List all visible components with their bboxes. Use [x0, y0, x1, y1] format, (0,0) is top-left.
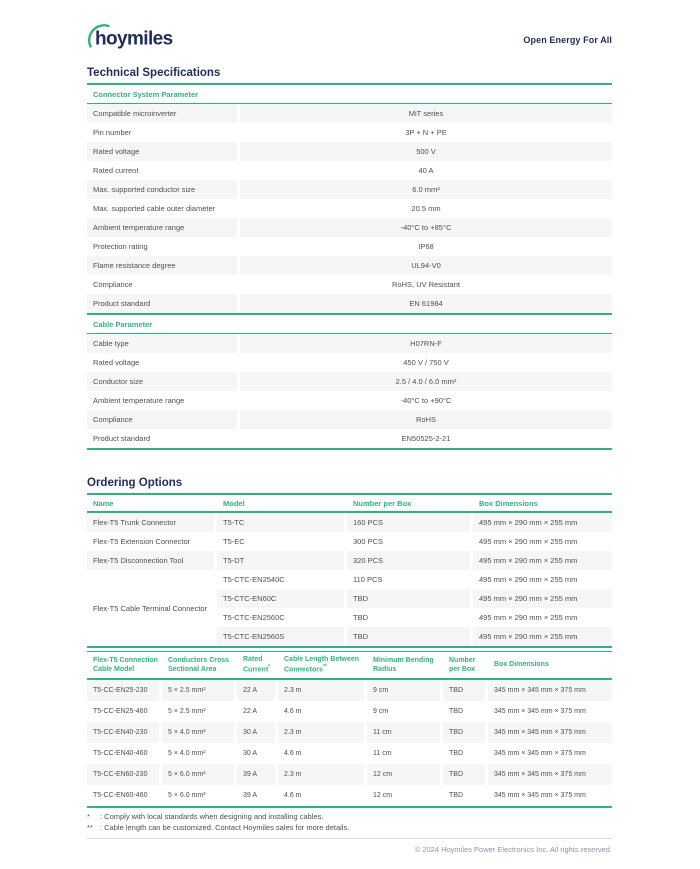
cable-section-title: Cable Parameter	[87, 315, 612, 334]
footnote-text: : Cable length can be customized. Contact Hoymiles sales for more details.	[100, 823, 350, 833]
spec-row	[87, 180, 612, 199]
cell-box: 345 mm × 345 mm × 375 mm	[494, 749, 586, 757]
col-header-qty: Number per Box	[449, 656, 476, 673]
spec-row	[87, 199, 612, 218]
spec-value: 40 A	[418, 166, 434, 175]
cell-box: 495 mm × 290 mm × 255 mm	[473, 589, 612, 608]
spec-label: Max. supported conductor size	[87, 180, 237, 199]
cell-box: 345 mm × 345 mm × 375 mm	[488, 680, 612, 701]
cell-cable-model: T5-CC-EN25-230	[87, 680, 159, 701]
hoymiles-logo-icon	[87, 24, 189, 51]
cell-model: T5-CTC-EN2540C	[223, 575, 285, 584]
cell-current: 30 A	[237, 722, 275, 743]
cell-area: 5 × 4.0 mm²	[162, 722, 234, 743]
spec-value: EN50525-2-21	[401, 434, 451, 443]
spec-value: IP68	[418, 242, 434, 251]
col-header-box: Box Dimensions	[479, 498, 538, 508]
spec-row	[87, 142, 612, 161]
cell-model: T5-CTC-EN2560S	[217, 627, 344, 646]
connector-spec-table	[87, 104, 612, 315]
spec-label: Rated current	[93, 166, 139, 175]
cell-qty: TBD	[347, 627, 470, 646]
cell-length: 4.6 m	[284, 749, 302, 757]
cell-model: T5-DT	[217, 551, 344, 570]
spec-row	[87, 429, 612, 448]
col-header-cable-model: Flex-T5 Connection Cable Model	[93, 656, 158, 673]
cell-current: 22 A	[237, 680, 275, 701]
cell-box: 495 mm × 290 mm × 255 mm	[479, 537, 578, 546]
cell-radius: 9 cm	[367, 680, 440, 701]
cell-length: 2.3 m	[278, 764, 364, 785]
ordering-table-header	[87, 495, 612, 513]
connector-section-title: Connector System Parameter	[87, 85, 612, 104]
footnote-marker: **	[322, 664, 327, 671]
cell-length: 4.6 m	[284, 707, 302, 715]
footnote	[87, 811, 612, 823]
copyright-notice: © 2024 Hoymiles Power Electronics Inc. All rights reserved.	[414, 844, 612, 854]
spec-label: Ambient temperature range	[87, 218, 237, 237]
spec-row	[87, 372, 612, 391]
hoymiles-logo	[87, 24, 189, 56]
table-row	[87, 532, 612, 551]
cell-current: 22 A	[243, 707, 258, 715]
footnote-text: : Comply with local standards when designing and installing cables.	[100, 811, 324, 821]
table-row	[87, 764, 612, 785]
cell-area: 5 × 6.0 mm²	[168, 791, 206, 799]
cell-current: 39 A	[237, 764, 275, 785]
cell-qty: 300 PCS	[353, 537, 384, 546]
cable-spec-table	[87, 334, 612, 450]
spec-label: Compliance	[93, 280, 133, 289]
col-header-box: Box Dimensions	[494, 661, 549, 669]
merged-group-rows	[217, 570, 612, 646]
table-row	[87, 722, 612, 743]
cell-cable-model: T5-CC-EN40-460	[93, 749, 148, 757]
cell-current: 30 A	[243, 749, 258, 757]
brand-tagline: Open Energy For All	[523, 35, 612, 45]
cell-length: 4.6 m	[284, 791, 302, 799]
table-row	[87, 701, 612, 722]
cell-radius: 11 cm	[367, 722, 440, 743]
cell-length: 2.3 m	[278, 680, 364, 701]
cell-box: 345 mm × 345 mm × 375 mm	[488, 764, 612, 785]
cell-box: 345 mm × 345 mm × 375 mm	[488, 722, 612, 743]
spec-label: Product standard	[93, 434, 151, 443]
cell-box: 495 mm × 290 mm × 255 mm	[473, 627, 612, 646]
cell-radius: 12 cm	[373, 791, 393, 799]
cell-model: T5-EC	[223, 537, 245, 546]
cell-qty: 320 PCS	[347, 551, 470, 570]
cell-model: T5-TC	[217, 513, 344, 532]
cell-cable-model: T5-CC-EN25-460	[93, 707, 148, 715]
spec-value: -40°C to +90°C	[400, 396, 452, 405]
cell-area: 5 × 2.5 mm²	[162, 680, 234, 701]
table-row	[87, 680, 612, 701]
table-row	[217, 589, 612, 608]
spec-value: H07RN-F	[240, 334, 612, 353]
cell-name: Flex-T5 Disconnection Tool	[87, 551, 214, 570]
table-row	[217, 570, 612, 589]
spec-value: 20.5 mm	[411, 204, 441, 213]
spec-value: EN 61984	[240, 294, 612, 313]
cell-length: 2.3 m	[278, 722, 364, 743]
cell-qty: 110 PCS	[353, 575, 383, 584]
col-header-area: Conductors Cross Sectional Area	[168, 656, 230, 673]
spec-row	[87, 275, 612, 294]
spec-row	[87, 410, 612, 429]
cell-box: 495 mm × 290 mm × 255 mm	[473, 513, 612, 532]
tech-specs-title: Technical Specifications	[87, 67, 612, 85]
spec-label: Product standard	[87, 294, 237, 313]
spec-value: 2.5 / 4.0 / 6.0 mm²	[240, 372, 612, 391]
cell-current: 39 A	[243, 791, 258, 799]
cell-area: 5 × 2.5 mm²	[168, 707, 206, 715]
col-header-current: Rated Current*	[243, 656, 271, 674]
cables-table-header	[87, 652, 612, 680]
spec-row	[87, 353, 612, 372]
spec-label: Conductor size	[87, 372, 237, 391]
spec-value: RoHS, UV Resistant	[392, 280, 460, 289]
cell-area: 5 × 6.0 mm²	[162, 764, 234, 785]
spec-label: Rated voltage	[87, 142, 237, 161]
spec-value: 500 V	[240, 142, 612, 161]
page-header	[87, 26, 612, 54]
cell-qty: TBD	[443, 764, 485, 785]
spec-row	[87, 123, 612, 142]
spec-value: 6.0 mm²	[240, 180, 612, 199]
table-row	[217, 608, 612, 627]
table-row	[87, 785, 612, 806]
cell-box: 495 mm × 290 mm × 255 mm	[479, 613, 578, 622]
cell-model: T5-CTC-EN2560C	[223, 613, 285, 622]
col-header-radius: Minimum Bending Radius	[373, 656, 434, 673]
table-row	[87, 551, 612, 570]
spec-label: Compatible microinverter	[87, 104, 237, 123]
cell-qty: TBD	[449, 707, 463, 715]
ordering-components-table	[87, 495, 612, 648]
spec-row	[87, 237, 612, 256]
col-header-name: Name	[93, 498, 114, 508]
spec-value: UL94-V0	[240, 256, 612, 275]
cell-qty: TBD	[449, 749, 463, 757]
spec-row	[87, 256, 612, 275]
cell-box: 495 mm × 290 mm × 255 mm	[473, 551, 612, 570]
merged-row-group	[87, 570, 612, 646]
cables-rows	[87, 680, 612, 806]
footnote-mark: *	[87, 811, 90, 821]
cell-qty: TBD	[353, 613, 368, 622]
cell-qty: TBD	[347, 589, 470, 608]
spec-label: Pin number	[93, 128, 132, 137]
spec-label: Compliance	[87, 410, 237, 429]
footnote-mark: **	[87, 823, 93, 833]
cell-qty: TBD	[449, 791, 463, 799]
ordering-cables-table	[87, 651, 612, 808]
table-row	[87, 513, 612, 532]
cell-radius: 9 cm	[373, 707, 389, 715]
cell-name: Flex-T5 Extension Connector	[93, 537, 191, 546]
cell-cable-model: T5-CC-EN60-230	[87, 764, 159, 785]
col-header-length: Cable Length Between Connectors**	[284, 656, 360, 674]
spec-label: Ambient temperature range	[93, 396, 185, 405]
footer-divider	[87, 838, 612, 839]
spec-row	[87, 391, 612, 410]
spec-row	[87, 161, 612, 180]
spec-value: MiT series	[240, 104, 612, 123]
spec-row	[87, 104, 612, 123]
col-header-qty: Number per Box	[353, 498, 412, 508]
spec-label: Rated voltage	[93, 358, 140, 367]
ordering-options-title: Ordering Options	[87, 477, 612, 495]
spec-row	[87, 218, 612, 237]
spec-value: 3P + N + PE	[405, 128, 447, 137]
spec-label: Max. supported cable outer diameter	[93, 204, 216, 213]
spec-value: 450 V / 750 V	[403, 358, 449, 367]
cell-cable-model: T5-CC-EN40-230	[87, 722, 159, 743]
cell-qty: TBD	[443, 680, 485, 701]
cell-box: 345 mm × 345 mm × 375 mm	[494, 791, 586, 799]
spec-value: RoHS	[240, 410, 612, 429]
cell-area: 5 × 4.0 mm²	[168, 749, 206, 757]
spec-value: -40°C to +85°C	[240, 218, 612, 237]
merged-group-name: Flex-T5 Cable Terminal Connector	[93, 603, 208, 613]
cell-qty: 160 PCS	[347, 513, 470, 532]
cell-radius: 11 cm	[373, 749, 392, 757]
footnotes	[87, 811, 612, 834]
cell-box: 495 mm × 290 mm × 255 mm	[479, 575, 578, 584]
cell-model: T5-CTC-EN60C	[217, 589, 344, 608]
table-row	[217, 627, 612, 646]
col-header-model: Model	[223, 498, 245, 508]
spec-label: Flame resistance degree	[87, 256, 237, 275]
cell-box: 345 mm × 345 mm × 375 mm	[494, 707, 586, 715]
cell-qty: TBD	[443, 722, 485, 743]
spec-row	[87, 334, 612, 353]
cell-radius: 12 cm	[367, 764, 440, 785]
spec-row	[87, 294, 612, 313]
ordering-rows	[87, 513, 612, 570]
cell-cable-model: T5-CC-EN60-460	[93, 791, 148, 799]
spec-label: Cable type	[87, 334, 237, 353]
svg-text:hoymiles: hoymiles	[95, 28, 173, 50]
spec-label: Protection rating	[93, 242, 148, 251]
footnote	[87, 822, 612, 834]
footnote-marker: *	[268, 664, 271, 671]
cell-name: Flex-T5 Trunk Connector	[87, 513, 214, 532]
table-row	[87, 743, 612, 764]
